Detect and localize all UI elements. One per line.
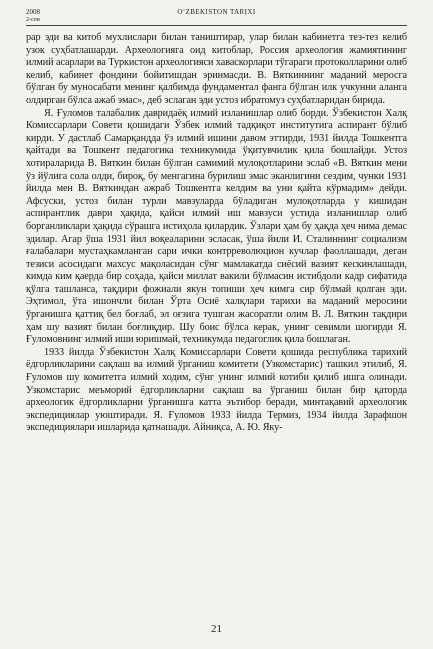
paragraph-1: рар эди ва китоб мухлислари билан таништирар, улар билан кабинетга тез-тез келиб узок суҳбатлашарди. Археологияга оид китоблар, Россия археология жамиятининг илмий асарлари ва Туркистон археологияси хаваскорлари тўгараги протоколларини олиб келиб, кабинет фондини бойитишдан эринмасди. В. Вяткиннинг маданий меросга бўлган бу муносабати менинг қалбимда фундаментал фанга бўлган илк учкунни аланга олдирган бўлса ажаб эмас», деб эслаган эди устоз ибратомуз суҳбатларидан бирида. bbox=[26, 32, 407, 106]
paragraph-3: 1933 йилда Ўзбекистон Халқ Комиссарлари Совети қошида республика тарихий ёдгорликларини сақлаш ва илмий ўрганиш комитети (Узкомстарис) ташкил этилиб, Я. Ғуломов шу комитетга илмий ходим, сўнг унинг илмий котиби қилиб ишга олинади. Узкомстарис меъморий ёдгорликларни сақлаш ва ўрганиш билан бир қаторда археологик ёдгорликларни ўрганишга катта эътибор беради, минтақавий археологик экспедициялар уюштиради. Я. Ғуломов 1933 йилда Термиз, 1934 йилда Зарафшон экспедициялари ишларида қатнашади. Айниқса, А. Ю. Яку- bbox=[26, 346, 407, 434]
header-rule bbox=[26, 25, 407, 26]
paragraph-2: Я. Ғуломов талабалик давридаёқ илмий изланишлар олиб борди. Ўзбекистон Халқ Комиссарлари Совети қошидаги Ўзбек илмий тадқиқот институтига аспирант бўлиб кирди. У дастлаб Самарқандда ўз илмий ишини давом эттирди, 1931 йилда Тошкентга қайтади ва Тошкент педагогика техникумида ўқитувчилик қила бошлайди. Устоз хотираларида В. Вяткин билан бўлган самимий мулоқотларини эслаб «В. Вяткин мени ўз йўлига сола олди, бироқ, бу менгагина бурилиш эмас эканлигини сездим, чунки 1931 йилда мен В. Вяткиндан ажраб Тошкентга келдим ва уни қайта кўрмадим» дейди. Афсуски, устоз билан турли мавзуларда бўладиган мулоқотларда у кишидан аспирантлик даври ҳақида, қайси илмий иш мавзуси устида изланишлар олиб борганликлари ҳақида сўрашга истиҳола қилардик. Ўзлари ҳам бу ҳақда ҳеч нима демас эдилар. Агар ўша 1931 йил воқеаларини эсласак, ўша йили И. Сталиннинг социализм ғалабалари мустаҳкамланган сари ички контрреволюцион кучлар фаоллашади, деган тезиси асосидаги махсус мақоласидан сўнг мамлакатда сиёсий вазият кескинлашади, кимда ким қаерда бир соҳада, қайси миллат вакили бўлмасин истибдоли кадр сифатида қўлга ташланса, тақдири фожиали якун топиши ҳеч кимга сир бўлмай қолган эди. Эҳтимол, ўта ишончли билан Ўрта Осиё халқлари тарихи ва маданий меросини ўрганишга қаттиқ бел боғлаб, эл оғзига тушган жасоратли олим В. Л. Вяткин тақдири ҳам шу вазият билан боғлиқдир. Шу боис бўлса керак, унинг севимли шогирди Я. Ғуломовнинг илмий иши юришмай, техникумда педагоглик қила бошлаган. bbox=[26, 107, 407, 346]
page-number: 21 bbox=[211, 623, 222, 635]
header-journal-title: O‘ZBEKISTON TARIXI bbox=[177, 8, 256, 16]
header-year: 2008 bbox=[26, 8, 40, 16]
body-text bbox=[26, 32, 407, 435]
header-issue: 2-сон bbox=[26, 17, 40, 23]
